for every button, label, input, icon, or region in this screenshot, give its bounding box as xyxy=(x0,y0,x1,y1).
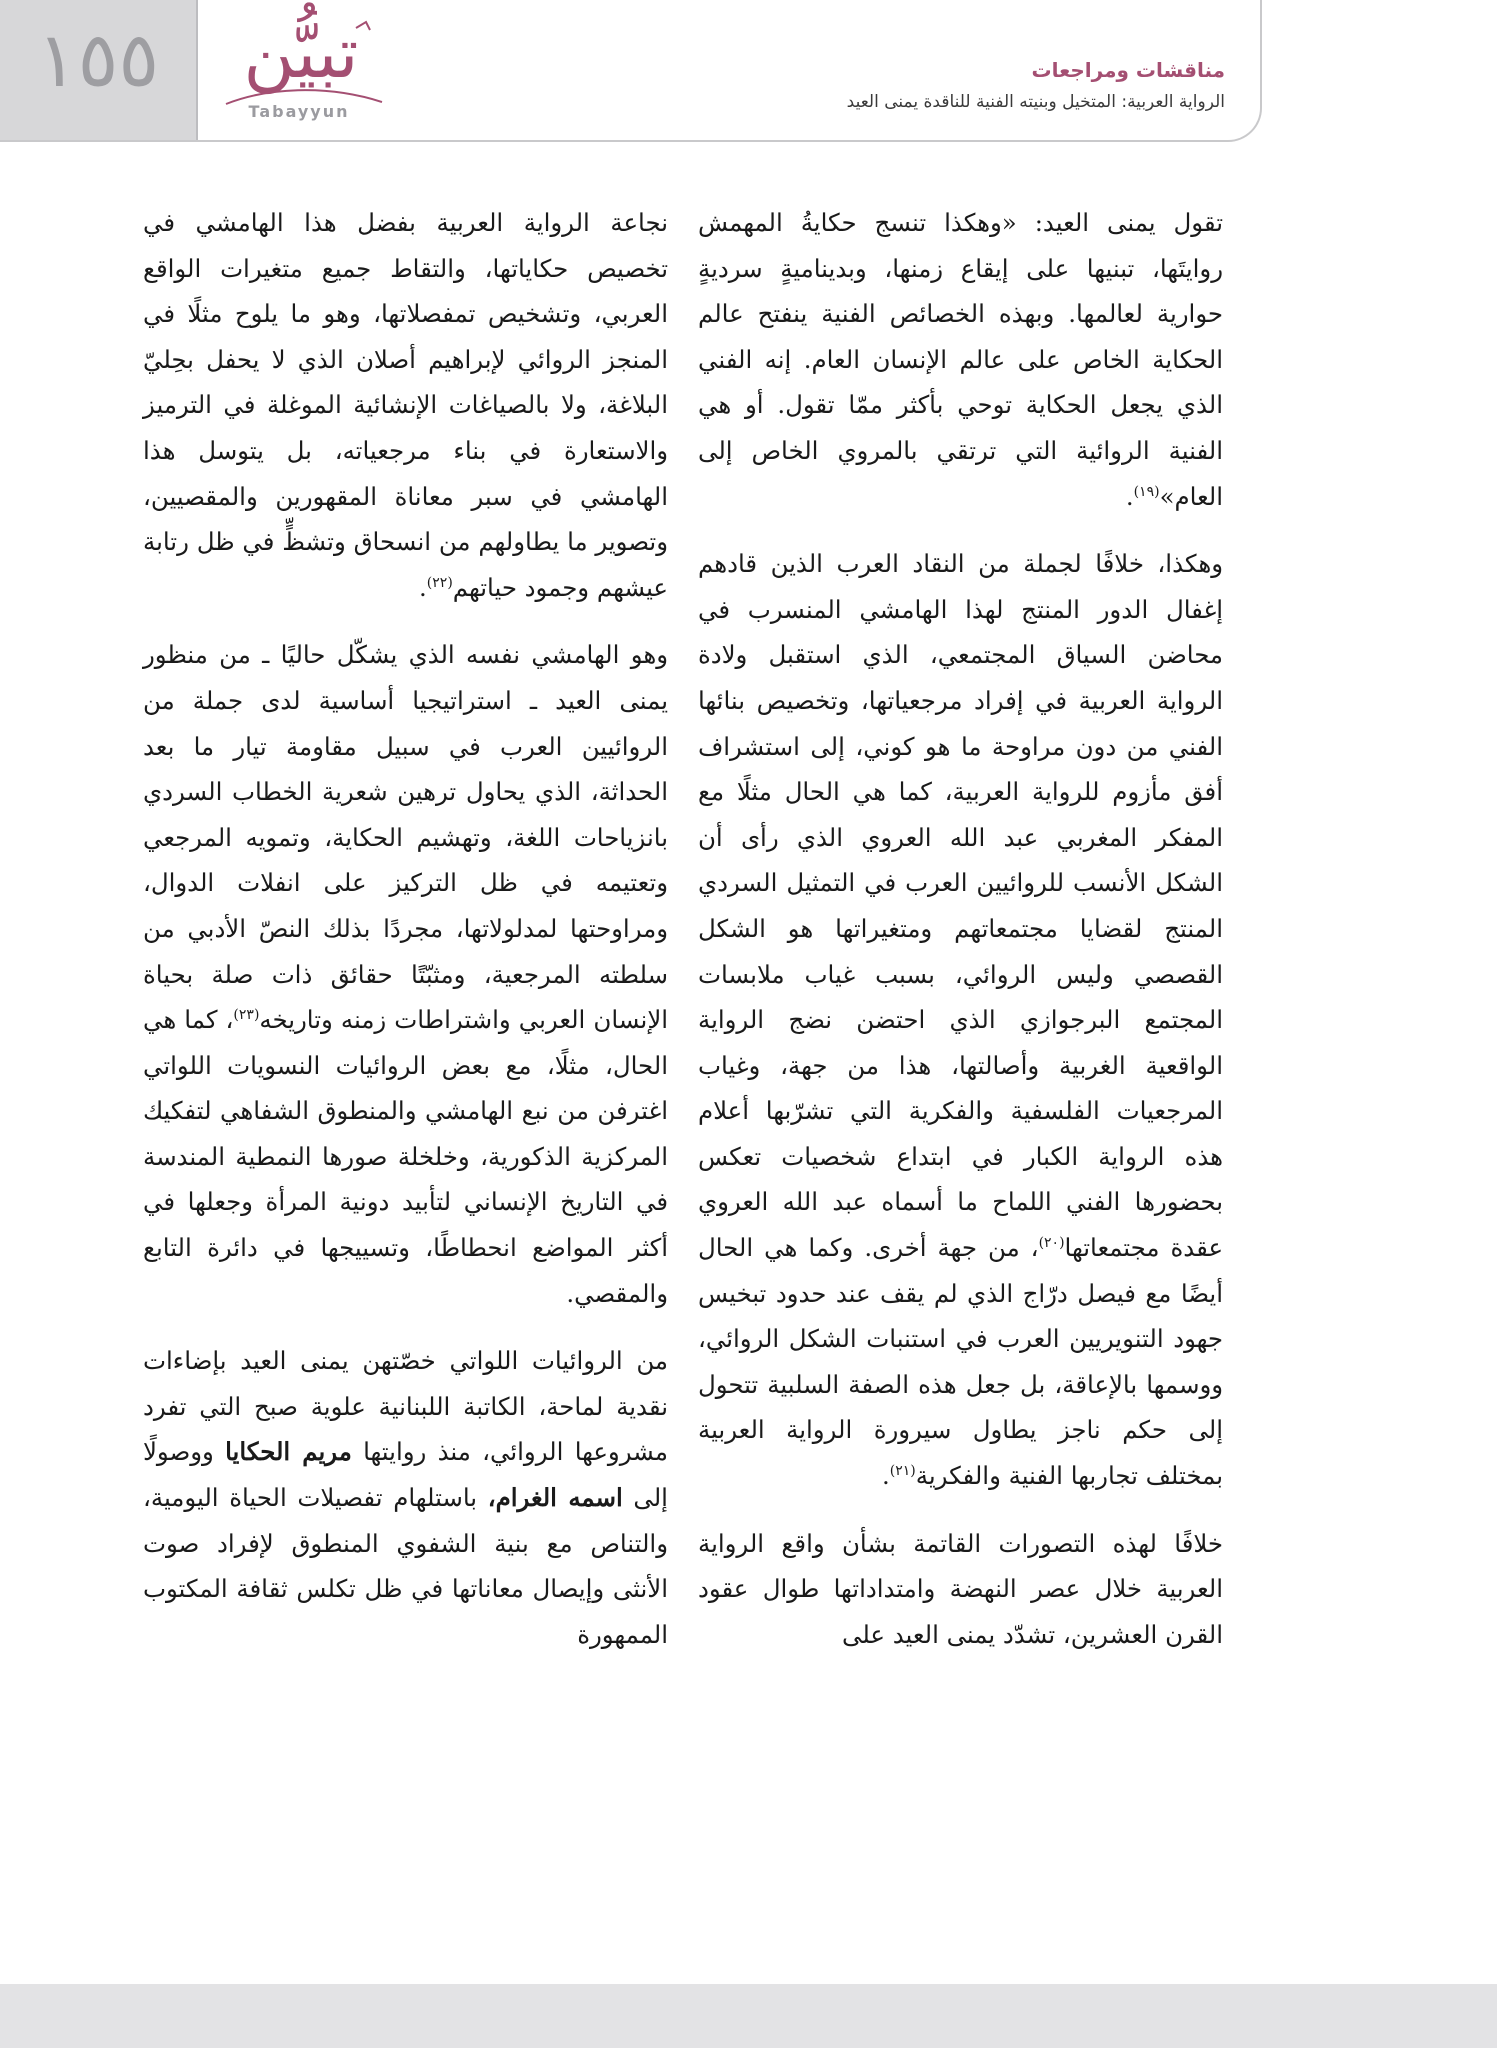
paragraph xyxy=(143,200,668,610)
section-title: مناقشات ومراجعات xyxy=(1031,58,1225,82)
logo-latin-text: Tabayyun xyxy=(248,102,350,121)
footer-band xyxy=(0,1984,1497,2048)
footnote-ref: (٢٠) xyxy=(1038,1234,1065,1251)
paragraph xyxy=(698,1521,1223,1658)
paragraph-end: . xyxy=(882,1461,890,1491)
footnote-ref: (٢٣) xyxy=(233,1006,260,1023)
paragraph-text: نجاعة الرواية العربية بفضل هذا الهامشي في تخصيص حكاياتها، والتقاط جميع متغيرات الواقع العربي، وتشخيص تمفصلاتها، وهو ما يلوح مثلًا في المنجز الروائي لإبراهيم أصلان الذي لا يحفل بحِليّ البلاغة، ولا بالصياغات الإنشائية الموغلة في الترميز والاستعارة في بناء مرجعياته، بل يتوسل هذا الهامشي في سبر معاناة المقهورين والمقصيين، وتصوير ما يطاولهم من انسحاق وتشظٍّ في ظل رتابة عيشهم وجمود حياتهم xyxy=(143,208,668,602)
paragraph-end: . xyxy=(419,572,427,602)
paragraph-text: ووصولًا إلى xyxy=(143,1437,668,1513)
paragraph-text: ، من جهة أخرى. وكما هي الحال أيضًا مع فيصل درّاج الذي لم يقف عند حدود تبخيس جهود التنويريين العرب في استنبات الشكل الروائي، ووسمها بالإعاقة، بل جعل هذه الصفة السلبية تتحول إلى حكم ناجز يطاول سيرورة الرواية العربية بمختلف تجاربها الفنية والفكرية xyxy=(698,1233,1223,1491)
novel-title: مريم الحكايا xyxy=(225,1437,352,1467)
left-column xyxy=(143,200,668,1679)
paragraph-text: تقول يمنى العيد: «وهكذا تنسج حكايةُ المهمش روايتَها، تبنيها على إيقاع زمنها، وبديناميةٍ سرديةٍ حوارية لعالمها. وبهذه الخصائص الفنية ينفتح عالم الحكاية الخاص على عالم الإنسان العام. إنه الفني الذي يجعل الحكاية توحي بأكثر ممّا تقول. أو هي الفنية الروائية التي ترتقي بالمروي الخاص إلى العام» xyxy=(698,208,1223,511)
footnote-ref: (٢٢) xyxy=(426,574,453,591)
paragraph-end: . xyxy=(1125,481,1134,511)
page-number: ١٥٥ xyxy=(36,15,160,104)
logo-arabic-text: تبيُّن xyxy=(243,12,359,94)
paragraph-text: باستلهام تفصيلات الحياة اليومية، والتناص مع بنية الشفوي المنطوق لإفراد صوت الأنثى وإيصال معاناتها في ظل تكلس ثقافة المكتوب الممهورة xyxy=(143,1483,668,1649)
paragraph-text: وهكذا، خلافًا لجملة من النقاد العرب الذين قادهم إغفال الدور المنتج لهذا الهامشي المنسرب في محاضن السياق المجتمعي، الذي استقبل ولادة الرواية العربية في إفراد مرجعياتها، وتخصيص بنائها الفني من دون مراوحة ما هو كوني، إلى استشراف أفق مأزوم للرواية العربية، كما هي الحال مثلًا مع المفكر المغربي عبد الله العروي الذي رأى أن الشكل الأنسب للروائيين العرب في التمثيل السردي المنتج لقضايا مجتمعاتهم ومتغيراتها هو الشكل القصصي وليس الروائي، بسبب غياب ملابسات المجتمع البرجوازي الذي احتضن نضج الرواية الواقعية الغربية وأصالتها، هذا من جهة، وغياب المرجعيات الفلسفية والفكرية التي تشرّبها أعلام هذه الرواية الكبار في ابتداع شخصيات تعكس بحضورها الفني اللماح ما أسماه عبد الله العروي عقدة مجتمعاتها xyxy=(698,549,1223,1263)
paragraph-text: خلافًا لهذه التصورات القاتمة بشأن واقع الرواية العربية خلال عصر النهضة وامتداداتها طوال عقود القرن العشرين، تشدّد يمنى العيد على xyxy=(698,1528,1223,1649)
page-number-box xyxy=(0,0,198,140)
novel-title: اسمه الغرام، xyxy=(487,1483,623,1513)
journal-logo xyxy=(206,12,396,136)
paragraph-text: من الروائيات اللواتي خصّتهن يمنى العيد بإضاءات نقدية لماحة، الكاتبة اللبنانية علوية صبح التي تفرد مشروعها الروائي، منذ روايتها xyxy=(143,1346,668,1467)
paragraph-text: وهو الهامشي نفسه الذي يشكّل حاليًا ـ من منظور يمنى العيد ـ استراتيجيا أساسية لدى جملة من الروائيين العرب في سبيل مقاومة تيار ما بعد الحداثة، الذي يحاول ترهين شعرية الخطاب السردي بانزياحات اللغة، وتهشيم الحكاية، وتمويه المرجعي وتعتيمه في ظل التركيز على انفلات الدوال، ومراوحتها لمدلولاتها، مجردًا بذلك النصّ الأدبي من سلطته المرجعية، ومثبّتًا حقائق ذات صلة بحياة الإنسان العربي واشتراطات زمنه وتاريخه xyxy=(143,640,668,1035)
paragraph xyxy=(698,541,1223,1498)
right-column xyxy=(698,200,1223,1679)
footnote-ref: (٢١) xyxy=(889,1462,916,1479)
paragraph-text: ، كما هي الحال، مثلًا، مع بعض الروائيات النسويات اللواتي اغترفن من نبع الهامشي والمنطوق الشفاهي لتفكيك المركزية الذكورية، وخلخلة صورها النمطية المندسة في التاريخ الإنساني لتأبيد دونية المرأة وجعلها في أكثر المواضع انحطاطًا، وتسييجها في دائرة التابع والمقصي. xyxy=(143,1005,668,1308)
paragraph xyxy=(143,1338,668,1657)
footnote-ref: (١٩) xyxy=(1133,483,1160,500)
running-article-title: الرواية العربية: المتخيل وبنيته الفنية للناقدة يمنى العيد xyxy=(846,92,1225,112)
paragraph xyxy=(143,632,668,1316)
paragraph xyxy=(698,200,1223,519)
